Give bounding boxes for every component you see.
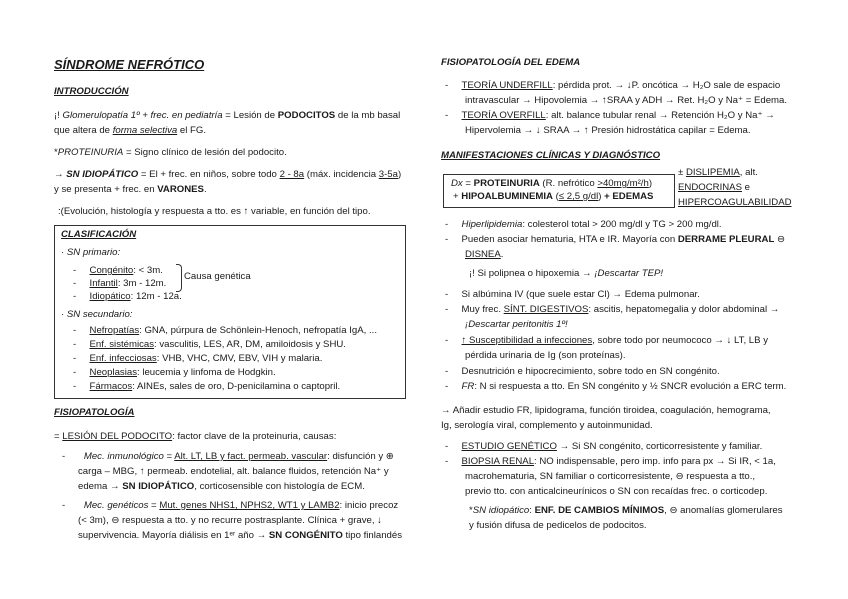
secondary-item: - Enf. infecciosas: VHB, VHC, CMV, EBV, VIH y malaria. — [73, 353, 323, 364]
intro-line-2: que altera de forma selectiva el FG. — [54, 125, 206, 136]
digestive-line-2: ¡Descartar peritonitis 1º! — [465, 319, 568, 330]
intro-line-5: y se presenta + frec. en VARONES. — [54, 184, 207, 195]
classification-heading: CLASIFICACIÓN — [61, 229, 137, 240]
page-title: SÍNDROME NEFRÓTICO — [54, 57, 205, 72]
diagnosis-line-1: Dx = PROTEINURIA (R. nefrótico >40mg/m²/h) — [451, 178, 653, 189]
physiopathology-heading: FISIOPATOLOGÍA — [54, 407, 135, 418]
hyperlipidemia-item: - Hiperlipidemia: colesterol total > 200 mg/dl y TG > 200 mg/dl. — [445, 219, 722, 230]
polypnea-note: ¡! Si polipnea o hipoxemia → ¡Descartar TEP! — [469, 268, 664, 279]
side-note-line-3: HIPERCOAGULABILIDAD — [678, 197, 792, 208]
immune-mech-line-1: - Mec. inmunológico = Alt. LT, LB y fact. permeab. vascular: disfunción y ⊕ — [62, 451, 394, 462]
edema-heading: FISIOPATOLOGÍA DEL EDEMA — [441, 57, 581, 68]
side-note-line-1: ± DISLIPEMIA, alt. — [678, 167, 758, 178]
physio-line-1: = LESIÓN DEL PODOCITO: factor clave de la proteinuria, causas: — [54, 431, 337, 442]
underfill-line-1: - TEORÍA UNDERFILL: pérdida prot. → ↓P. oncótica → H₂O sale de espacio — [445, 80, 781, 91]
intro-line-6: :(Evolución, histología y respuesta a tto. es ↑ variable, en función del tipo. — [58, 206, 371, 217]
malnutrition-item: - Desnutrición e hipocrecimiento, sobre todo en SN congénito. — [445, 366, 720, 377]
hematuria-line-1: - Pueden asociar hematuria, HTA e IR. Mayoría con DERRAME PLEURAL ⊖ — [445, 234, 786, 245]
intro-line-4: → SN IDIOPÁTICO = El + frec. en niños, sobre todo 2 - 8a (máx. incidencia 3-5a) — [54, 169, 402, 180]
intro-line-3: *PROTEINURIA = Signo clínico de lesión del podocito. — [54, 147, 287, 158]
biopsy-line-2: macrohematuria, SN familiar o corticorresistente, ⊖ respuesta a tto., — [465, 471, 756, 482]
genetic-mech-line-2: (< 3m), ⊖ respuesta a tto. y no recurre postrasplante. Clínica + grave, ↓ — [78, 515, 382, 526]
idiopathic-note-line-2: y fusión difusa de pedicelos de podocitos. — [469, 520, 647, 531]
primary-congenital: - Congénito: < 3m. — [73, 265, 163, 276]
brace-icon — [176, 264, 182, 292]
susceptibility-line-2: pérdida urinaria de Ig (son proteínas). — [465, 350, 626, 361]
idiopathic-note-line-1: *SN idiopático: ENF. DE CAMBIOS MÍNIMOS, ⊖ anomalías glomerulares — [469, 505, 783, 516]
secondary-item: - Fármacos: AINEs, sales de oro, D-penicilamina o captopril. — [73, 381, 341, 392]
digestive-line-1: - Muy frec. SÍNT. DIGESTIVOS: ascitis, hepatomegalia y dolor abdominal → — [445, 304, 780, 315]
secondary-item: - Neoplasias: leucemia y linfoma de Hodgkin. — [73, 367, 276, 378]
genetic-study-item: - ESTUDIO GENÉTICO → Si SN congénito, corticorresistente y familiar. — [445, 441, 763, 452]
fr-item: - FR: N si respuesta a tto. En SN congénito y ½ SNCR evolución a ERC term. — [445, 381, 787, 392]
biopsy-line-1: - BIOPSIA RENAL: NO indispensable, pero imp. info para px → Si IR, < 1a, — [445, 456, 776, 467]
intro-line-1: ¡! Glomerulopatía 1º + frec. en pediatría = Lesión de PODOCITOS de la mb basal — [54, 110, 401, 121]
diagnosis-line-2: + HIPOALBUMINEMIA (≤ 2,5 g/dl) + EDEMAS — [453, 191, 654, 202]
genetic-mech-line-3: supervivencia. Mayoría diálisis en 1ᵉʳ año → SN CONGÉNITO tipo finlandés — [78, 530, 403, 541]
manifestations-heading: MANIFESTACIONES CLÍNICAS Y DIAGNÓSTICO — [441, 150, 661, 161]
albumin-item: - Si albúmina IV (que suele estar Cl) → Edema pulmonar. — [445, 289, 700, 300]
overfill-line-1: - TEORÍA OVERFILL: alt. balance tubular renal → Retención H₂O y Na⁺ → — [445, 110, 775, 121]
secondary-item: - Enf. sistémicas: vasculitis, LES, AR, DM, amiloidosis y SHU. — [73, 339, 346, 350]
primary-label: · SN primario: — [61, 247, 121, 258]
add-study-line-1: → Añadir estudio FR, lipidograma, función tiroidea, coagulación, hemograma, — [441, 405, 771, 416]
primary-idiopathic: - Idiopático: 12m - 12a. — [73, 291, 182, 302]
genetic-mech-line-1: - Mec. genéticos = Mut. genes NHS1, NPHS2, WT1 y LAMB2: inicio precoz — [62, 500, 399, 511]
overfill-line-2: Hipervolemia → ↓ SRAA → ↑ Presión hidrostática capilar = Edema. — [465, 125, 751, 136]
immune-mech-line-2: carga – MBG, ↑ permeab. endotelial, alt. balance fluidos, retención Na⁺ y — [78, 466, 389, 477]
secondary-label: · SN secundario: — [61, 309, 133, 320]
immune-mech-line-3: edema → SN IDIOPÁTICO, corticosensible con histología de ECM. — [78, 481, 365, 492]
add-study-line-2: Ig, serología viral, complemento y autoinmunidad. — [441, 420, 653, 431]
secondary-item: - Nefropatías: GNA, púrpura de Schönlein-Henoch, nefropatía IgA, ... — [73, 325, 377, 336]
biopsy-line-3: previo tto. con anticalcineurínicos o SN con recaídas frec. o corticodep. — [465, 486, 768, 497]
side-note-line-2: ENDOCRINAS e — [678, 182, 750, 193]
genetic-cause-label: Causa genética — [184, 271, 251, 282]
intro-heading: INTRODUCCIÓN — [54, 86, 129, 97]
hematuria-line-2: DISNEA. — [465, 249, 504, 260]
susceptibility-line-1: - ↑ Susceptibilidad a infecciones, sobre todo por neumococo → ↓ LT, LB y — [445, 335, 768, 346]
primary-infantile: - Infantil: 3m - 12m. — [73, 278, 167, 289]
underfill-line-2: intravascular → Hipovolemia → ↑SRAA y ADH → Ret. H₂O y Na⁺ = Edema. — [465, 95, 788, 106]
